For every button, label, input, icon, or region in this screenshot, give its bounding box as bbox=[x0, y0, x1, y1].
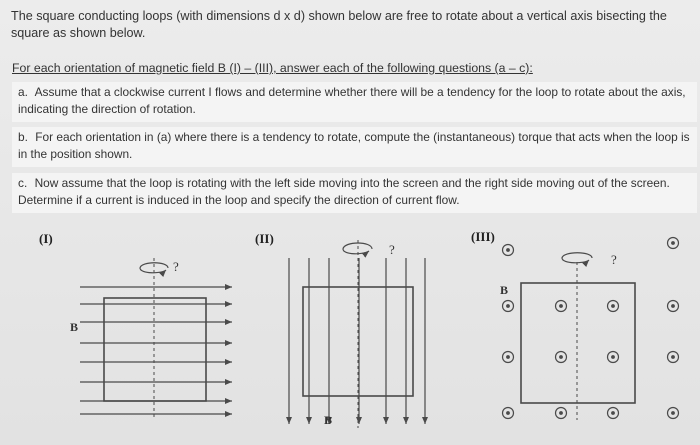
field-dot bbox=[668, 408, 679, 419]
field-lines-vertical bbox=[289, 258, 425, 424]
field-dots-out-of-page bbox=[503, 238, 679, 419]
question-c-text: Now assume that the loop is rotating with the left side moving into the screen and the right side moving out of the screen. Determine if a current is induced in the loop and specify the direction of current flow. bbox=[18, 176, 670, 207]
field-dot bbox=[503, 245, 514, 256]
field-dot bbox=[503, 301, 514, 312]
field-dot bbox=[668, 352, 679, 363]
field-dot bbox=[556, 408, 567, 419]
field-dot bbox=[608, 408, 619, 419]
rotation-mark-3: ? bbox=[611, 252, 617, 267]
loop-1 bbox=[104, 298, 206, 401]
field-dot bbox=[608, 301, 619, 312]
problem-subheading: For each orientation of magnetic field B (I) – (III), answer each of the following questions (a – c): bbox=[12, 61, 533, 75]
figure-3 bbox=[500, 238, 679, 421]
rotation-mark-2: ? bbox=[389, 242, 395, 257]
field-lines-horizontal bbox=[80, 287, 232, 414]
field-dot bbox=[556, 352, 567, 363]
field-label-2: B bbox=[324, 413, 333, 427]
field-dot bbox=[556, 301, 567, 312]
field-dot bbox=[668, 238, 679, 249]
field-label-1: B bbox=[70, 320, 79, 334]
field-label-3: B bbox=[500, 283, 509, 297]
field-dot bbox=[503, 408, 514, 419]
figure-label-1: (I) bbox=[39, 231, 53, 246]
rotation-arrow-3 bbox=[562, 253, 592, 263]
figure-label-2: (II) bbox=[255, 231, 274, 246]
figure-label-3: (III) bbox=[471, 229, 495, 244]
figure-1 bbox=[70, 258, 232, 420]
rotation-mark-1: ? bbox=[173, 259, 179, 274]
loop-3 bbox=[521, 283, 635, 403]
figure-2 bbox=[289, 240, 425, 428]
question-b-letter: b. bbox=[18, 130, 28, 144]
field-dot bbox=[608, 352, 619, 363]
field-dot bbox=[503, 352, 514, 363]
question-a-letter: a. bbox=[18, 85, 28, 99]
question-a-text: Assume that a clockwise current I flows and determine whether there will be a tendency for the loop to rotate about the axis, indicating the direction of rotation. bbox=[18, 85, 686, 116]
question-c-letter: c. bbox=[18, 176, 28, 190]
field-dot bbox=[668, 301, 679, 312]
question-b-text: For each orientation in (a) where there is a tendency to rotate, compute the (instantaneous) torque that acts when the loop is in the position shown. bbox=[18, 130, 690, 161]
problem-intro: The square conducting loops (with dimensions d x d) shown below are free to rotate about a vertical axis bisecting the square as shown below. bbox=[11, 9, 667, 40]
